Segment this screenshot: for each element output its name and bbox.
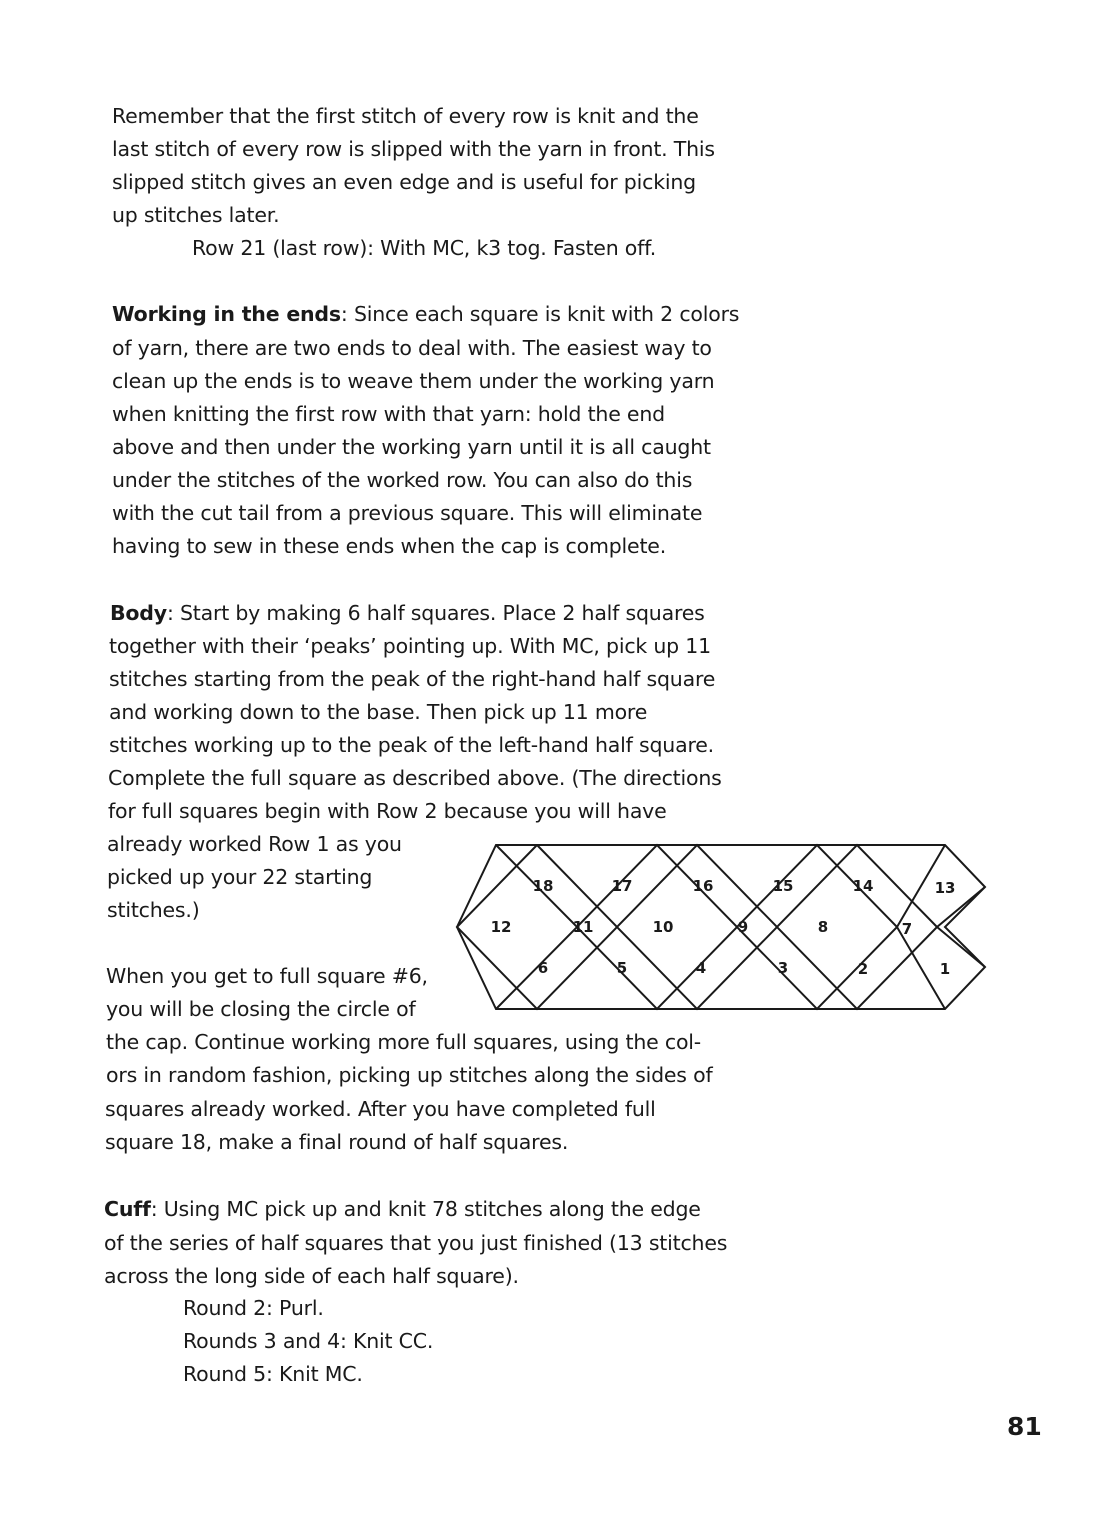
body-line-2: together with their ‘peaks’ pointing up. With MC, pick up 11 bbox=[109, 634, 711, 658]
ends-line-6: under the stitches of the worked row. You can also do this bbox=[112, 468, 693, 492]
cuff-line-3: across the long side of each half square). bbox=[104, 1264, 519, 1288]
ends-line-3: clean up the ends is to weave them under the working yarn bbox=[112, 369, 715, 393]
row21-instruction: Row 21 (last row): With MC, k3 tog. Fasten off. bbox=[192, 236, 657, 260]
square-5: 5 bbox=[616, 959, 628, 977]
page-number: 81 bbox=[1007, 1412, 1042, 1441]
square-16: 16 bbox=[692, 877, 714, 895]
cuff-round-3-4: Rounds 3 and 4: Knit CC. bbox=[183, 1329, 434, 1353]
body2-line-3: the cap. Continue working more full squares, using the col- bbox=[106, 1030, 702, 1054]
body-line-4: and working down to the base. Then pick up 11 more bbox=[109, 700, 648, 724]
square-14: 14 bbox=[852, 877, 874, 895]
ends-line-7: with the cut tail from a previous square. This will eliminate bbox=[112, 501, 703, 525]
body2-line-1: When you get to full square #6, bbox=[106, 964, 428, 988]
body2-line-4: ors in random fashion, picking up stitches along the sides of bbox=[106, 1063, 713, 1087]
square-8: 8 bbox=[817, 918, 829, 936]
intro-line-1: Remember that the first stitch of every row is knit and the bbox=[112, 104, 699, 128]
square-7: 7 bbox=[901, 920, 913, 938]
body-line-1: Body: Start by making 6 half squares. Place 2 half squares bbox=[110, 601, 705, 625]
ends-line-4: when knitting the first row with that yarn: hold the end bbox=[112, 402, 665, 426]
body-line-5: stitches working up to the peak of the left-hand half square. bbox=[109, 733, 714, 757]
square-4: 4 bbox=[695, 959, 707, 977]
intro-line-3: slipped stitch gives an even edge and is useful for picking bbox=[112, 170, 696, 194]
squares-diagram bbox=[455, 843, 995, 1013]
square-1: 1 bbox=[939, 960, 951, 978]
body2-line-6: square 18, make a final round of half squares. bbox=[105, 1130, 569, 1154]
square-10: 10 bbox=[652, 918, 674, 936]
square-17: 17 bbox=[611, 877, 633, 895]
square-18: 18 bbox=[532, 877, 554, 895]
cuff-line-2: of the series of half squares that you just finished (13 stitches bbox=[104, 1231, 728, 1255]
square-11: 11 bbox=[572, 918, 594, 936]
square-13: 13 bbox=[934, 879, 956, 897]
ends-line-5: above and then under the working yarn until it is all caught bbox=[112, 435, 711, 459]
intro-line-4: up stitches later. bbox=[112, 203, 280, 227]
body-line-10: stitches.) bbox=[107, 898, 200, 922]
body2-line-2: you will be closing the circle of bbox=[106, 997, 416, 1021]
square-2: 2 bbox=[857, 960, 869, 978]
ends-line-1: Working in the ends: Since each square is knit with 2 colors bbox=[112, 302, 740, 326]
diagram-lower-zigzag-b bbox=[537, 845, 985, 927]
body-line-8: already worked Row 1 as you bbox=[107, 832, 402, 856]
ends-line-2: of yarn, there are two ends to deal with. The easiest way to bbox=[112, 336, 712, 360]
cuff-round-2: Round 2: Purl. bbox=[183, 1296, 324, 1320]
square-12: 12 bbox=[490, 918, 512, 936]
body-heading: Body bbox=[110, 601, 167, 625]
body-line-3: stitches starting from the peak of the right-hand half square bbox=[109, 667, 716, 691]
square-6: 6 bbox=[537, 959, 549, 977]
square-15: 15 bbox=[772, 877, 794, 895]
diagram-upper-zigzag-b bbox=[496, 927, 945, 1009]
body2-line-5: squares already worked. After you have completed full bbox=[105, 1097, 656, 1121]
cuff-round-5: Round 5: Knit MC. bbox=[183, 1362, 363, 1386]
cuff-line-1: Cuff: Using MC pick up and knit 78 stitches along the edge bbox=[104, 1197, 701, 1221]
intro-line-2: last stitch of every row is slipped with the yarn in front. This bbox=[112, 137, 715, 161]
body-line-9: picked up your 22 starting bbox=[107, 865, 373, 889]
ends-heading: Working in the ends bbox=[112, 302, 341, 326]
square-3: 3 bbox=[777, 959, 789, 977]
diagram-upper-zigzag-a bbox=[496, 845, 945, 927]
ends-line-8: having to sew in these ends when the cap is complete. bbox=[112, 534, 667, 558]
square-9: 9 bbox=[737, 918, 749, 936]
body-line-6: Complete the full square as described above. (The directions bbox=[108, 766, 722, 790]
body-line-7: for full squares begin with Row 2 because you will have bbox=[108, 799, 667, 823]
cuff-heading: Cuff bbox=[104, 1197, 151, 1221]
